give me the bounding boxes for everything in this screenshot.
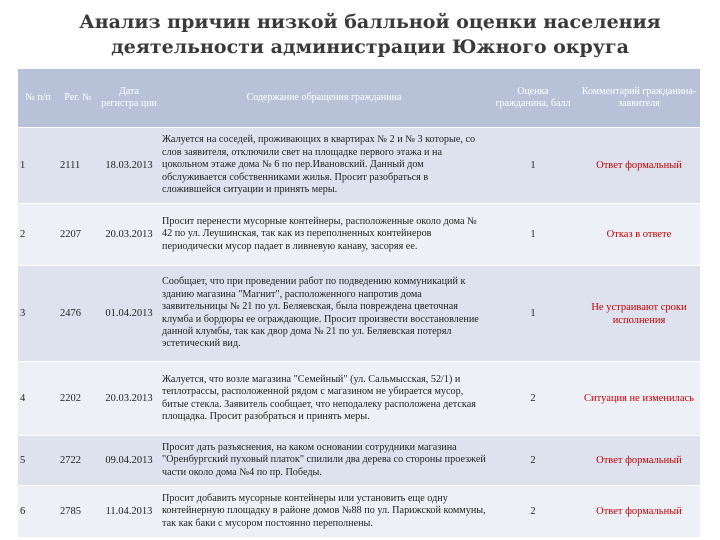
row-score: 2	[488, 486, 578, 538]
header-num: № п/п	[18, 69, 58, 128]
table-row	[18, 436, 700, 486]
header-reg: Рег. №	[58, 69, 98, 128]
row-num: 4	[18, 362, 58, 436]
table-row	[18, 486, 700, 538]
table-row	[18, 266, 700, 362]
row-comment: Ответ формальный	[578, 486, 700, 538]
row-content: Жалуется, что возле магазина "Семейный" (ул. Сальмысская, 52/1) и теплотрассы, расположенной рядом с магазином не убирается мусор, битые стекла. Заявитель сообщает, что неподалеку расположена детская площадка. Просит разобраться и принять меры.	[160, 362, 488, 436]
row-score: 1	[488, 266, 578, 362]
row-num: 2	[18, 204, 58, 266]
row-score: 2	[488, 362, 578, 436]
header-row	[18, 69, 700, 128]
row-date: 18.03.2013	[98, 128, 160, 204]
row-num: 3	[18, 266, 58, 362]
header-comment: Комментарий гражданина-заявителя	[578, 69, 700, 128]
row-comment: Ситуация не изменилась	[578, 362, 700, 436]
header-date: Дата регистра ции	[98, 69, 160, 128]
title-line-2: деятельности администрации Южного округа	[111, 36, 629, 58]
row-num: 1	[18, 128, 58, 204]
row-content: Сообщает, что при проведении работ по подведению коммуникаций к зданию магазина "Магнит", расположенного напротив дома заявительницы № 21 по ул. Беляевская, была повреждена цветочная клумба и бордюры ее ограждающие. Просит произвести восстановление данной клумбы, так как двор дома № 21 по ул. Беляевская потерял эстетический вид.	[160, 266, 488, 362]
row-reg: 2207	[58, 204, 98, 266]
title-line-1: Анализ причин низкой балльной оценки населения	[79, 11, 661, 33]
row-comment: Отказ в ответе	[578, 204, 700, 266]
row-date: 20.03.2013	[98, 204, 160, 266]
row-comment: Не устраивают сроки исполнения	[578, 266, 700, 362]
row-num: 6	[18, 486, 58, 538]
row-content: Просит дать разъяснения, на каком основании сотрудники магазина "Оренбургский пуховый платок" спилили два дерева со стороны проезжей части около дома №4 по пр. Победы.	[160, 436, 488, 486]
row-date: 20.03.2013	[98, 362, 160, 436]
row-reg: 2476	[58, 266, 98, 362]
table-row	[18, 128, 700, 204]
header-score: Оценка гражданина, балл	[488, 69, 578, 128]
header-content: Содержание обращения гражданина	[160, 69, 488, 128]
row-date: 09.04.2013	[98, 436, 160, 486]
table-row	[18, 362, 700, 436]
row-date: 01.04.2013	[98, 266, 160, 362]
row-num: 5	[18, 436, 58, 486]
row-date: 11.04.2013	[98, 486, 160, 538]
row-reg: 2785	[58, 486, 98, 538]
table-row	[18, 204, 700, 266]
row-reg: 2722	[58, 436, 98, 486]
row-content: Просит перенести мусорные контейнеры, расположенные около дома № 42 по ул. Леушинская, так как из переполненных контейнеров периодически мусор падает в ливневую канаву, засоряя ее.	[160, 204, 488, 266]
row-score: 2	[488, 436, 578, 486]
row-comment: Ответ формальный	[578, 128, 700, 204]
row-comment: Ответ формальный	[578, 436, 700, 486]
row-score: 1	[488, 128, 578, 204]
complaints-table	[18, 68, 700, 538]
row-content: Просит добавить мусорные контейнеры или установить еще одну контейнерную площадку в районе домов №88 по ул. Парижской коммуны, так как баки с мусором постоянно переполнены.	[160, 486, 488, 538]
row-score: 1	[488, 204, 578, 266]
row-content: Жалуется на соседей, проживающих в квартирах № 2 и № 3 которые, со слов заявителя, отключили свет на площадке первого этажа и на цокольном этаже дома № 6 по пер.Ивановский. Данный дом обслуживается собственниками жилья. Просит разобраться в сложившейся ситуации и принять меры.	[160, 128, 488, 204]
row-reg: 2111	[58, 128, 98, 204]
page-title	[60, 10, 680, 60]
row-reg: 2202	[58, 362, 98, 436]
